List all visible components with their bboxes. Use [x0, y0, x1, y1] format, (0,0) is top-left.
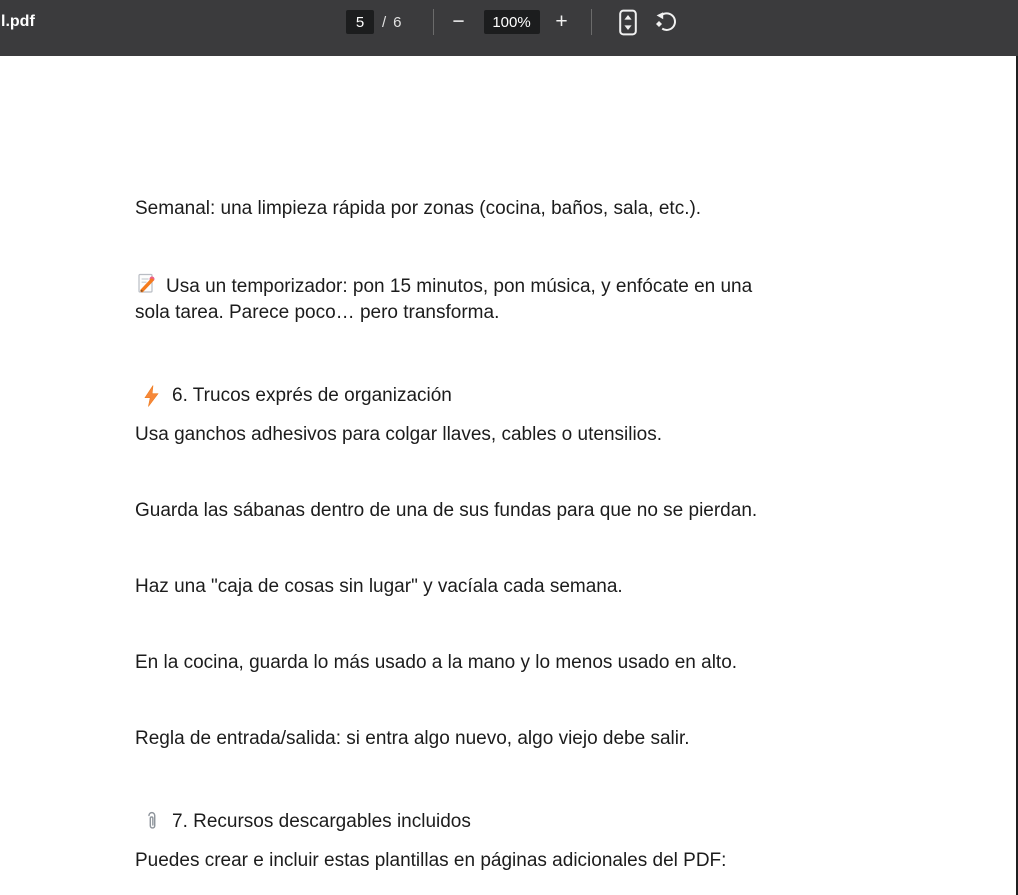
doc-text-line: Haz una "caja de cosas sin lugar" y vacíala cada semana.: [135, 576, 623, 597]
rotate-counterclockwise-icon: [654, 10, 678, 34]
rotate-button[interactable]: [650, 4, 682, 40]
doc-paragraph: [135, 574, 1016, 600]
paperclip-icon: [143, 811, 160, 833]
doc-heading: [135, 383, 1016, 409]
pdf-viewer-toolbar: [0, 0, 1018, 56]
doc-paragraph: [135, 650, 1016, 676]
doc-text-line: 7. Recursos descargables incluidos: [172, 811, 471, 832]
page-number-input[interactable]: 5: [346, 10, 374, 34]
pdf-page: [0, 56, 1016, 895]
doc-text-line: Regla de entrada/salida: si entra algo nuevo, algo viejo debe salir.: [135, 728, 690, 749]
doc-paragraph: [135, 498, 1016, 524]
doc-paragraph: [135, 726, 1016, 752]
toolbar-separator: [433, 9, 434, 35]
doc-text-line: Usa ganchos adhesivos para colgar llaves, cables o utensilios.: [135, 424, 663, 445]
doc-text-line: Guarda las sábanas dentro de una de sus fundas para que no se pierdan.: [135, 500, 758, 521]
fit-to-page-button[interactable]: [612, 4, 644, 40]
toolbar-controls: [346, 0, 682, 44]
fit-to-page-icon: [619, 9, 637, 36]
doc-paragraph: [135, 196, 1016, 222]
doc-text-line: sola tarea. Parece poco… pero transforma.: [135, 302, 500, 323]
doc-heading: [135, 809, 1016, 835]
page-divider: /: [382, 13, 387, 31]
zoom-out-button[interactable]: −: [452, 10, 465, 33]
doc-paragraph: [135, 272, 1016, 326]
zoom-in-button[interactable]: +: [555, 10, 568, 33]
doc-paragraph: [135, 848, 1016, 874]
zap-icon: [143, 385, 160, 407]
memo-icon: [135, 272, 159, 296]
doc-text-line: Semanal: una limpieza rápida por zonas (cocina, baños, sala, etc.).: [135, 198, 702, 219]
page-total: 6: [393, 13, 402, 31]
zoom-level-input[interactable]: 100%: [484, 10, 540, 34]
doc-text-line: Puedes crear e incluir estas plantillas en páginas adicionales del PDF:: [135, 850, 727, 871]
doc-text-line: En la cocina, guarda lo más usado a la mano y lo menos usado en alto.: [135, 652, 738, 673]
doc-text-line: Usa un temporizador: pon 15 minutos, pon música, y enfócate en una: [166, 276, 753, 297]
doc-text-line: 6. Trucos exprés de organización: [172, 385, 452, 406]
doc-paragraph: [135, 422, 1016, 448]
document-title: l.pdf: [1, 13, 35, 30]
toolbar-separator: [591, 9, 592, 35]
